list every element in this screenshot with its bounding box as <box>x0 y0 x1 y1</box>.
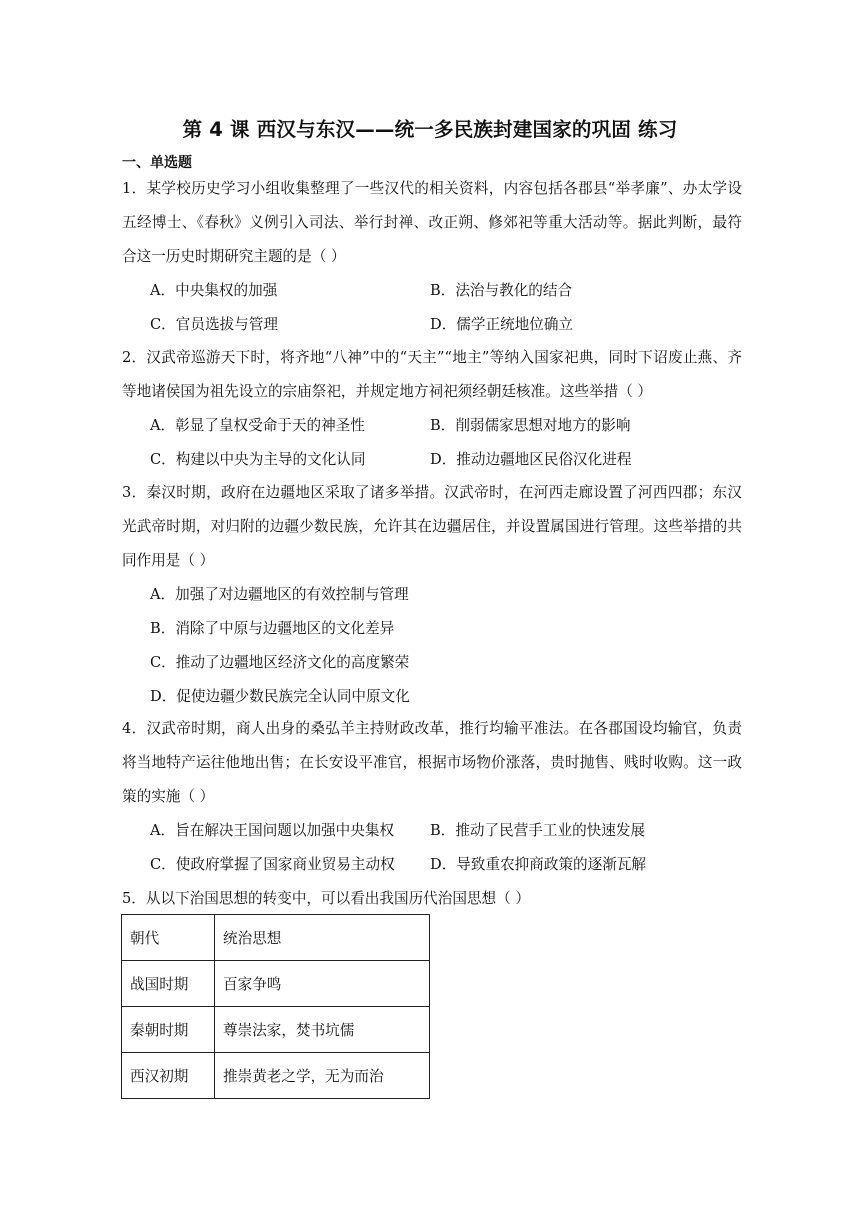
question-4-option-b: B．推动了民营手工业的快速发展 <box>430 822 646 839</box>
question-5-table <box>121 914 430 1099</box>
table-row <box>122 961 430 1007</box>
table-row <box>122 915 430 961</box>
question-1-option-c: C．官员选拔与管理 <box>150 316 278 333</box>
table-cell: 秦朝时期 <box>122 1007 215 1053</box>
question-3-stem: 3．秦汉时期，政府在边疆地区采取了诸多举措。汉武帝时，在河西走廊设置了河西四郡；东汉光武帝时期，对归附的边疆少数民族，允许其在边疆居住，并设置属国进行管理。这些举措的共同作用是（ ） <box>122 484 742 569</box>
table-cell: 西汉初期 <box>122 1053 215 1099</box>
question-3-option-d: D．促使边疆少数民族完全认同中原文化 <box>150 688 410 705</box>
table-cell: 尊崇法家，焚书坑儒 <box>215 1007 430 1053</box>
question-1-option-d: D．儒学正统地位确立 <box>430 316 574 333</box>
question-1-option-b: B．法治与教化的结合 <box>430 282 573 299</box>
question-3-option-a: A．加强了对边疆地区的有效控制与管理 <box>150 586 409 603</box>
table-cell: 战国时期 <box>122 961 215 1007</box>
question-3-option-c: C．推动了边疆地区经济文化的高度繁荣 <box>150 654 410 671</box>
table-header-cell: 朝代 <box>122 915 215 961</box>
question-5-stem: 5．从以下治国思想的转变中，可以看出我国历代治国思想（ ） <box>122 890 530 907</box>
page-title: 第 4 课 西汉与东汉——统一多民族封建国家的巩固 练习 <box>182 118 678 141</box>
question-2-option-d: D．推动边疆地区民俗汉化进程 <box>430 451 632 468</box>
table-row <box>122 1007 430 1053</box>
question-4-option-a: A．旨在解决王国问题以加强中央集权 <box>150 822 395 839</box>
question-1-option-a: A．中央集权的加强 <box>150 282 278 299</box>
question-2-option-a: A．彰显了皇权受命于天的神圣性 <box>150 417 365 434</box>
question-2-option-b: B．削弱儒家思想对地方的影响 <box>430 417 631 434</box>
table-header-cell: 统治思想 <box>215 915 430 961</box>
question-2-option-c: C．构建以中央为主导的文化认同 <box>150 451 366 468</box>
question-4-option-c: C．使政府掌握了国家商业贸易主动权 <box>150 856 395 873</box>
question-4-stem: 4．汉武帝时期，商人出身的桑弘羊主持财政改革，推行均输平准法。在各郡国设均输官，负责将当地特产运往他地出售；在长安设平准官，根据市场物价涨落，贵时抛售、贱时收购。这一政策的实施（ ） <box>122 720 742 805</box>
table-cell: 百家争鸣 <box>215 961 430 1007</box>
question-3-option-b: B．消除了中原与边疆地区的文化差异 <box>150 620 395 637</box>
question-4-option-d: D．导致重农抑商政策的逐渐瓦解 <box>430 856 647 873</box>
table-row <box>122 1053 430 1099</box>
question-2-stem: 2．汉武帝巡游天下时，将齐地“八神”中的“天主”“地主”等纳入国家祀典，同时下诏废止燕、齐等地诸侯国为祖先设立的宗庙祭祀，并规定地方祠祀须经朝廷核准。这些举措（ ） <box>122 349 742 400</box>
section-heading: 一、单选题 <box>122 155 192 171</box>
table-cell: 推崇黄老之学，无为而治 <box>215 1053 430 1099</box>
question-1-stem: 1．某学校历史学习小组收集整理了一些汉代的相关资料，内容包括各郡县“举孝廉”、办太学设五经博士、《春秋》义例引入司法、举行封禅、改正朔、修郊祀等重大活动等。据此判断，最符合这一历史时期研究主题的是（ ） <box>122 180 742 265</box>
